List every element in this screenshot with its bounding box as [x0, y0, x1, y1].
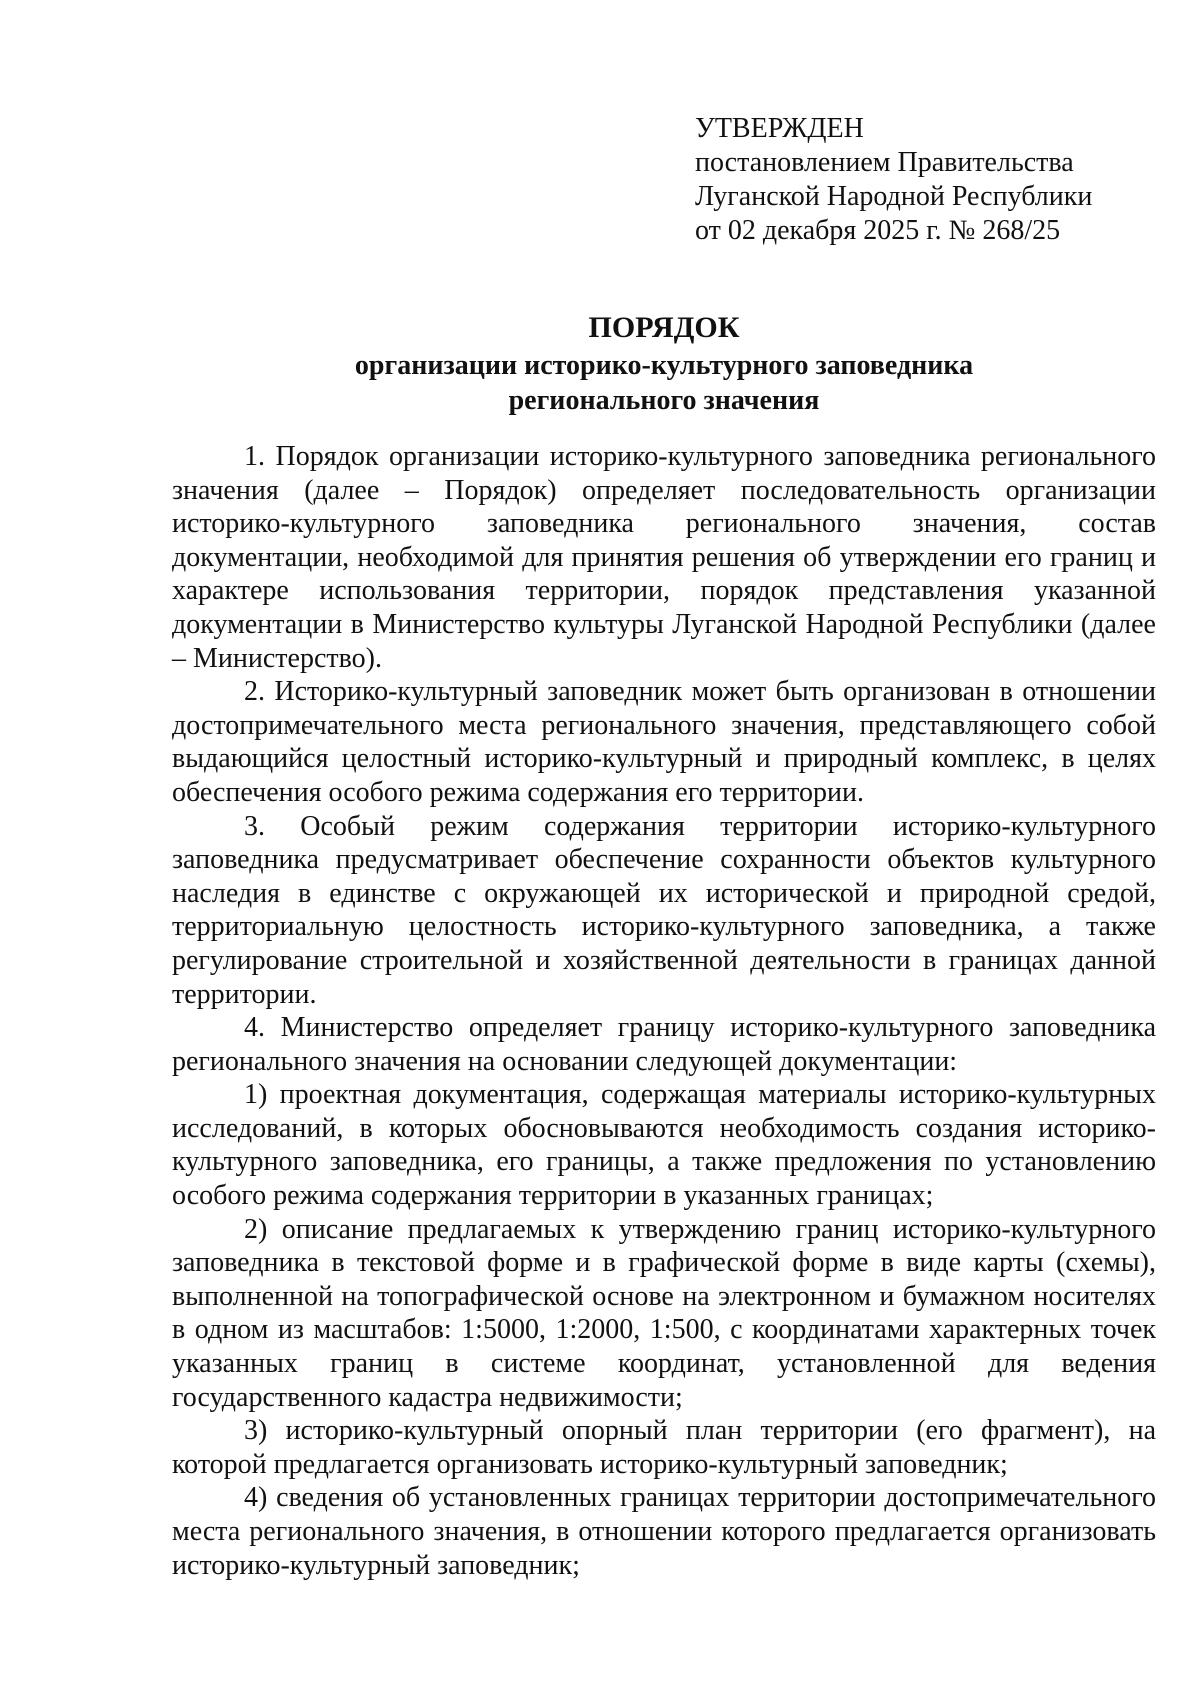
document-subtitle: регионального значения — [508, 385, 820, 416]
paragraph: 4. Министерство определяет границу историко-культурного заповедника регионального значения на основании следующей документации: — [172, 1012, 1156, 1077]
document-title: ПОРЯДОК — [588, 311, 740, 344]
list-item: 2) описание предлагаемых к утверждению границ историко-культурного заповедника в текстовой форме и в графической форме в виде карты (схемы), выполненной на топографической основе на электронном и бумажном носителях в одном из масштабов: 1:5000, 1:2000, 1:500, с координатами характерных точек указанных границ в системе координат, установленной для ведения государственного кадастра недвижимости; — [172, 1213, 1156, 1413]
document-subtitle: организации историко-культурного заповедника — [354, 350, 974, 381]
document-title-block — [172, 308, 1156, 418]
list-item: 4) сведения об установленных границах территории достопримечательного места регионального значения, в отношении которого предлагается организовать историко-культурный заповедник; — [172, 1482, 1156, 1581]
document-body — [172, 440, 1156, 1582]
approval-line: Луганской Народной Республики — [695, 181, 1093, 212]
approval-stamp-block — [695, 112, 1092, 248]
paragraph: 1. Порядок организации историко-культурного заповедника регионального значения (далее – Порядок) определяет последовательность организации историко-культурного заповедника регионального значения, состав документации, необходимой для принятия решения об утверждении его границ и характере использования территории, порядок представления указанной документации в Министерство культуры Луганской Народной Республики (далее – Министерство). — [172, 441, 1156, 674]
approval-date-number: от 02 декабря 2025 г. № 268/25 — [695, 215, 1061, 246]
approval-heading: УТВЕРЖДЕН — [695, 113, 864, 144]
paragraph: 2. Историко-культурный заповедник может быть организован в отношении достопримечательного места регионального значения, представляющего собой выдающийся целостный историко-культурный и природный комплекс, в целях обеспечения особого режима содержания его территории. — [172, 676, 1156, 808]
approval-line: постановлением Правительства — [695, 147, 1074, 178]
paragraph: 3. Особый режим содержания территории историко-культурного заповедника предусматривает обеспечение сохранности объектов культурного наследия в единстве с окружающей их исторической и природной средой, территориальную целостность историко-культурного заповедника, а также регулирование строительной и хозяйственной деятельности в границах данной территории. — [172, 810, 1156, 1010]
list-item: 3) историко-культурный опорный план территории (его фрагмент), на которой предлагается организовать историко-культурный заповедник; — [172, 1415, 1156, 1480]
list-item: 1) проектная документация, содержащая материалы историко-культурных исследований, в которых обосновываются необходимость создания историко-культурного заповедника, его границы, а также предложения по установлению особого режима содержания территории в указанных границах; — [172, 1079, 1156, 1212]
